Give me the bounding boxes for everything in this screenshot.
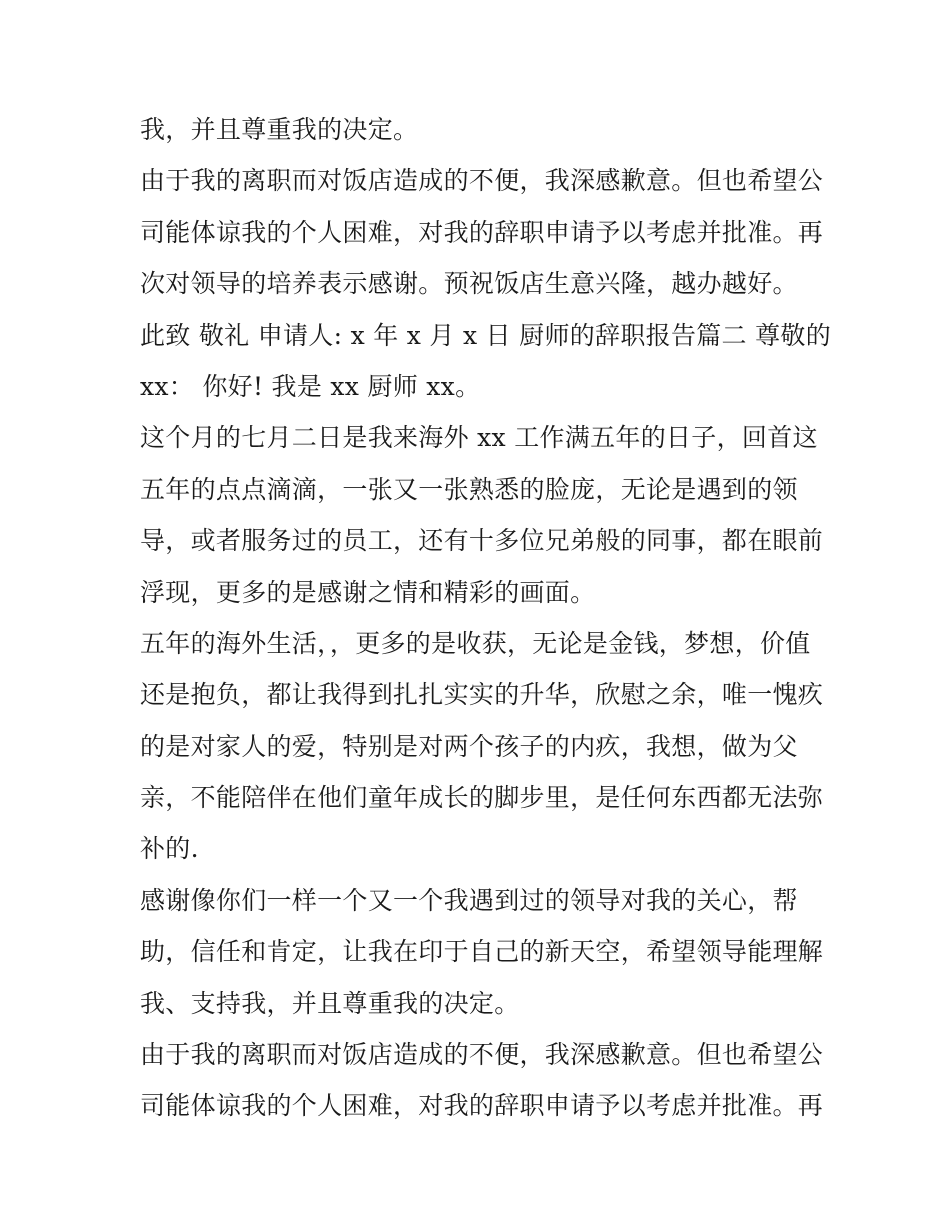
paragraph-1 [140,104,820,155]
text-line: 亲，不能陪伴在他们童年成长的脚步里，是任何东西都无法弥 [140,783,824,813]
text-line: 司能体谅我的个人困难，对我的辞职申请予以考虑并批准。再 [140,1091,824,1121]
paragraph-7 [140,875,824,1029]
paragraph-6 [140,618,824,875]
text-line: 此致 敬礼 申请人: x 年 x 月 x 日 厨师的辞职报告篇二 尊敬的 [140,320,831,350]
document-body [140,104,831,1132]
text-line: xx： 你好! 我是 xx 厨师 xx。 [140,371,481,401]
text-line: 这个月的七月二日是我来海外 xx 工作满五年的日子，回首这 [140,423,818,453]
text-line: 次对领导的培养表示感谢。预祝饭店生意兴隆，越办越好。 [140,269,798,299]
paragraph-8 [140,1029,824,1132]
text-line: 感谢像你们一样一个又一个我遇到过的领导对我的关心，帮 [140,885,798,915]
text-line: 还是抱负，都让我得到扎扎实实的升华，欣慰之余，唯一愧疚 [140,680,824,710]
text-line: 浮现，更多的是感谢之情和精彩的画面。 [140,577,596,607]
paragraph-2 [140,155,824,309]
text-line: 由于我的离职而对饭店造成的不便，我深感歉意。但也希望公 [140,166,824,196]
text-line: 补的. [140,834,199,864]
text-line: 我、支持我，并且尊重我的决定。 [140,988,520,1018]
text-line: 由于我的离职而对饭店造成的不便，我深感歉意。但也希望公 [140,1040,824,1070]
text-line: 的是对家人的爱，特别是对两个孩子的内疚，我想，做为父 [140,731,798,761]
text-line: 导，或者服务过的员工，还有十多位兄弟般的同事，都在眼前 [140,526,824,556]
paragraph-5 [140,412,824,618]
text-line: 助，信任和肯定，让我在印于自己的新天空，希望领导能理解 [140,937,824,967]
text-line: 五年的点点滴滴，一张又一张熟悉的脸庞，无论是遇到的领 [140,474,798,504]
paragraph-4 [140,361,820,412]
text-line: 司能体谅我的个人困难，对我的辞职申请予以考虑并批准。再 [140,217,824,247]
paragraph-3 [140,310,831,361]
text-line: 五年的海外生活，，更多的是收获，无论是金钱，梦想，价值 [140,628,811,658]
text-line: 我，并且尊重我的决定。 [140,115,419,144]
